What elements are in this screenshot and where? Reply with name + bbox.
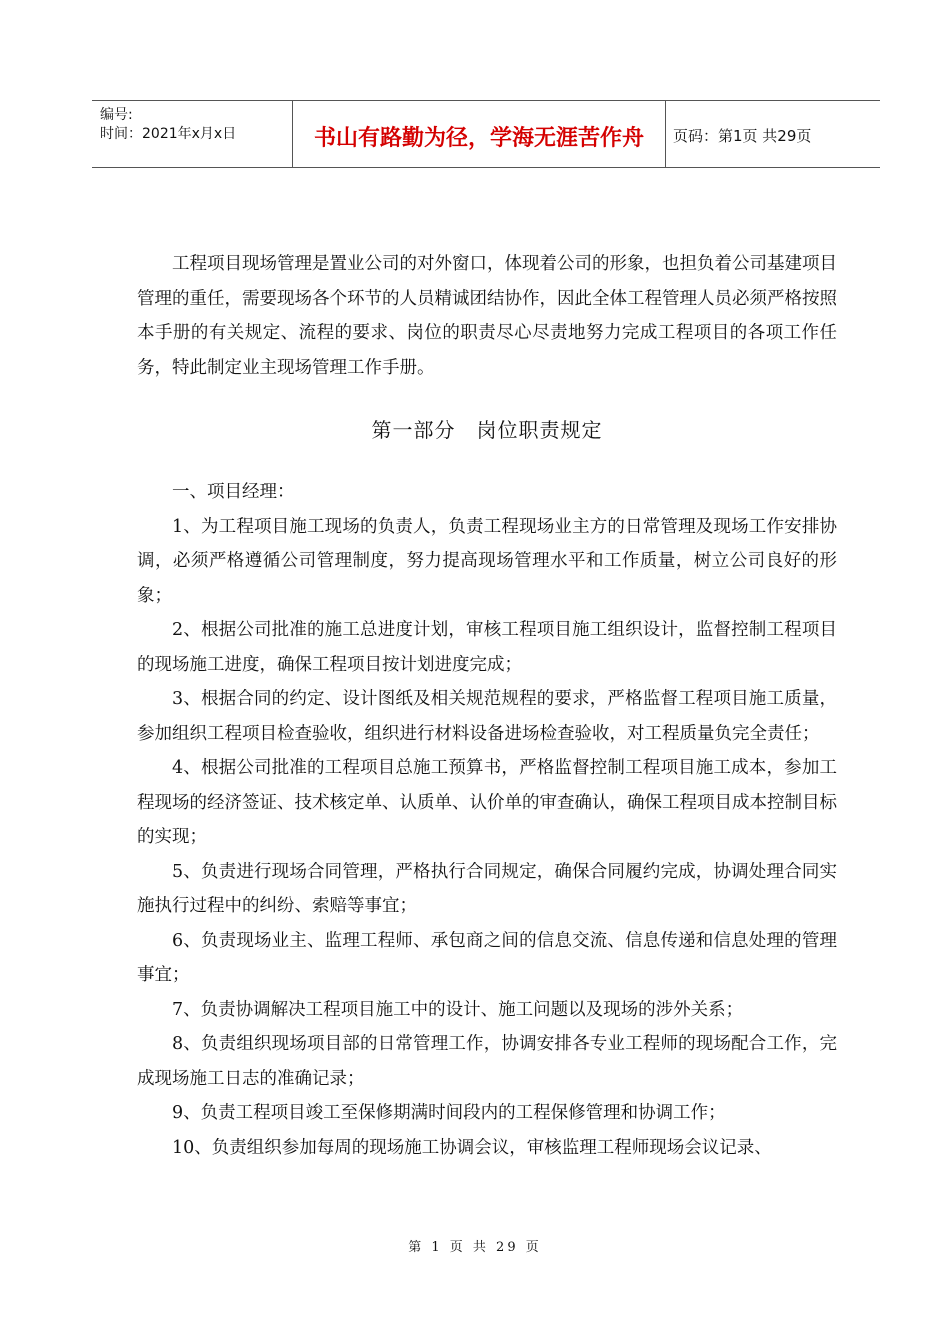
page-footer: 第 1 页 共 29 页: [408, 1240, 542, 1255]
intro-paragraph: 工程项目现场管理是置业公司的对外窗口，体现着公司的形象，也担负着公司基建项目管理的重任，需要现场各个环节的人员精诚团结协作，因此全体工程管理人员必须严格按照本手册的有关规定、流程的要求、岗位的职责尽心尽责地努力完成工程项目的各项工作任务，特此制定业主现场管理工作手册。: [137, 254, 837, 378]
list-item: 8、负责组织现场项目部的日常管理工作，协调安排各专业工程师的现场配合工作，完成现场施工日志的准确记录；: [137, 1034, 837, 1089]
list-item: 1、为工程项目施工现场的负责人，负责工程现场业主方的日常管理及现场工作安排协调，必须严格遵循公司管理制度，努力提高现场管理水平和工作质量，树立公司良好的形象；: [137, 516, 837, 606]
list-item: 7、负责协调解决工程项目施工中的设计、施工问题以及现场的涉外关系；: [172, 999, 744, 1020]
list-item: 2、根据公司批准的施工总进度计划，审核工程项目施工组织设计，监督控制工程项目的现场施工进度，确保工程项目按计划进度完成；: [137, 620, 837, 675]
document-body: [137, 247, 837, 1165]
list-item: 9、负责工程项目竣工至保修期满时间段内的工程保修管理和协调工作；: [172, 1103, 726, 1123]
list-item: 4、根据公司批准的工程项目总施工预算书，严格监督控制工程项目施工成本，参加工程现场的经济签证、技术核定单、认质单、认价单的审查确认，确保工程项目成本控制目标的实现；: [137, 758, 837, 847]
header-motto-cell: [292, 101, 666, 167]
list-item: 6、负责现场业主、监理工程师、承包商之间的信息交流、信息传递和信息处理的管理事宜；: [137, 930, 837, 985]
list-item: 10、负责组织参加每周的现场施工协调会议，审核监理工程师现场会议记录、: [172, 1137, 772, 1158]
section-title: 一、项目经理：: [172, 482, 295, 502]
header-page-cell: [665, 101, 880, 167]
page-number-label: 页码：第1页 共29页: [673, 127, 812, 145]
time-label: 时间：2021年x月x日: [100, 126, 237, 142]
header-meta-cell: [92, 101, 292, 167]
document-header: [92, 100, 880, 168]
motto: 书山有路勤为径，学海无涯苦作舟: [313, 126, 644, 151]
list-item: 5、负责进行现场合同管理，严格执行合同规定，确保合同履约完成，协调处理合同实施执行过程中的纠纷、索赔等事宜；: [137, 861, 837, 916]
part-title: 第一部分 岗位职责规定: [371, 418, 603, 442]
number-label: 编号:: [100, 107, 133, 123]
list-item: 3、根据合同的约定、设计图纸及相关规范规程的要求，严格监督工程项目施工质量，参加组织工程项目检查验收，组织进行材料设备进场检查验收，对工程质量负完全责任；: [137, 689, 837, 744]
